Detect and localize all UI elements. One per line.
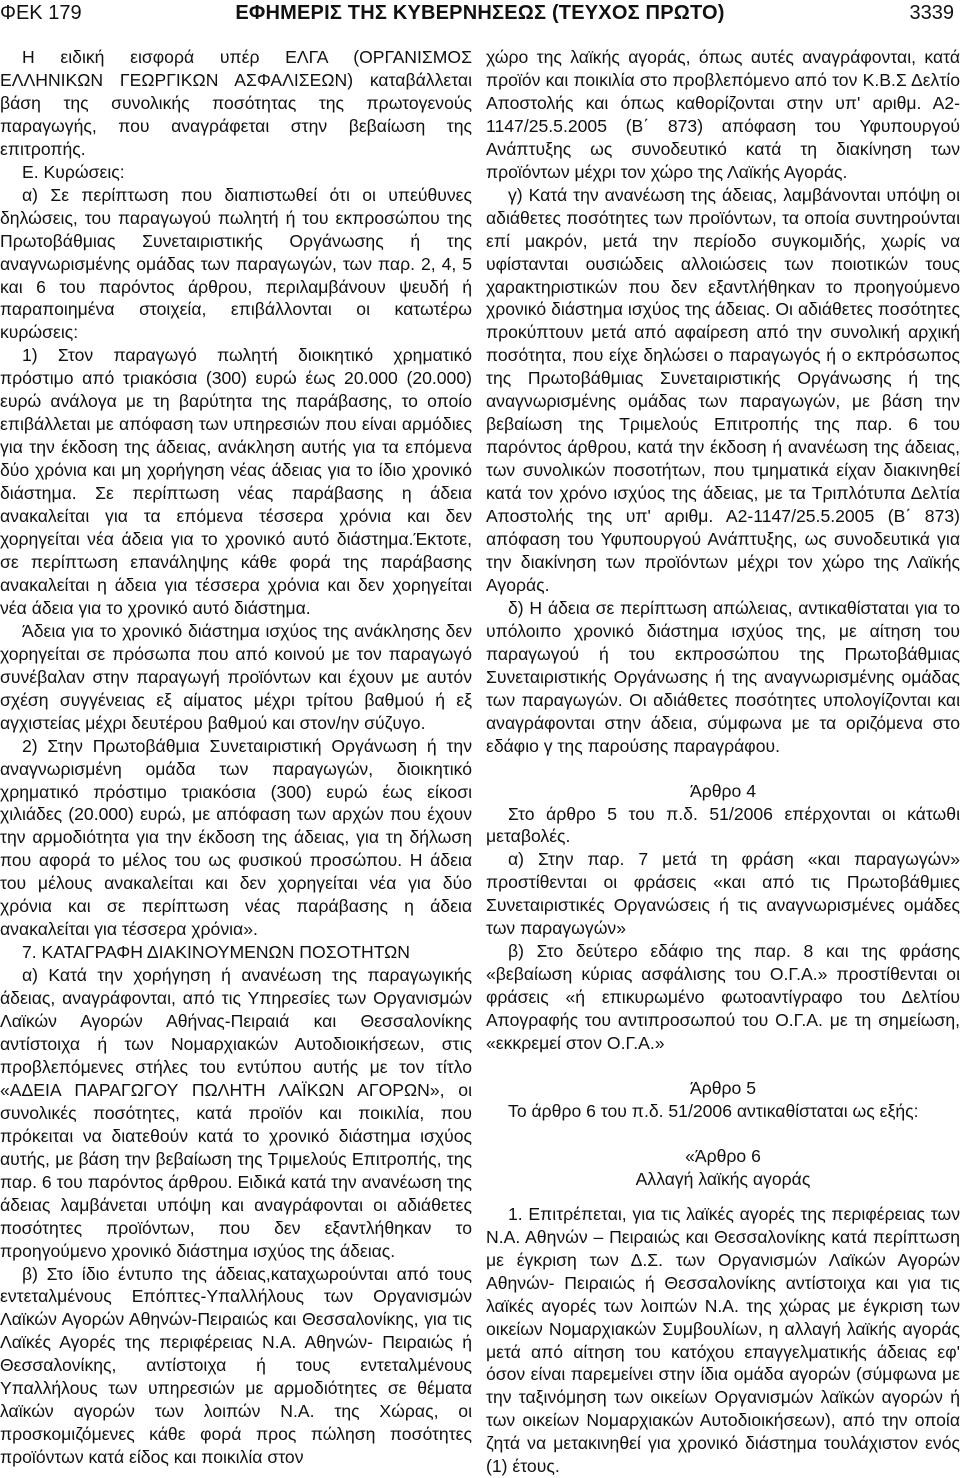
- paragraph: Το άρθρο 6 του π.δ. 51/2006 αντικαθίσταται ως εξής:: [508, 1100, 919, 1121]
- section-heading: Ε. Κυρώσεις:: [22, 161, 125, 182]
- article-title: Άρθρο 5: [689, 1077, 756, 1098]
- paragraph: Στο άρθρο 5 του π.δ. 51/2006 επέρχονται οι κάτωθι μεταβολές.: [486, 803, 960, 847]
- section-heading: 7. ΚΑΤΑΓΡΑΦΗ ΔΙΑΚΙΝΟΥΜΕΝΩΝ ΠΟΣΟΤΗΤΩΝ: [22, 942, 410, 963]
- paragraph: γ) Κατά την ανανέωση της άδειας, λαμβάνονται υπόψη οι αδιάθετες ποσότητες των προϊόντων, τα οποία συντηρούνται επί μακρόν, μετά την περίοδο συγκομιδής, χωρίς να υφίστανται ουσιώδεις αλλοιώσεις των ποιοτικών τους χαρακτηριστικών που δεν εξαντλήθηκαν το προηγούμενο χρονικό διάστημα ισχύος της άδειας. Οι αδιάθετες ποσότητες προκύπτουν μετά από αφαίρεση από την συνολική αρχική ποσότητα, που είχε δηλώσει ο παραγωγός ή ο εκπρόσωπος της Πρωτοβάθμιας Συνεταιριστικής Οργάνωσης ή της αναγνωρισμένης ομάδας των παραγωγών, με βάση την βεβαίωση της Τριμελούς Επιτροπής της παρ. 6 του παρόντος άρθρου, κατά την έκδοση ή ανανέωση της άδειας, των συνολικών ποσοτήτων, που τμηματικά είχαν διακινηθεί κατά τον χρόνο ισχύος της άδειας, με τα Τριπλότυπα Δελτία Αποστολής της υπ' αριθμ. Α2-1147/25.5.2005 (Β΄ 873) απόφαση του Υφυπουργού Ανάπτυξης, ως συνοδευτικά για την διακίνηση των προϊόντων μέχρι τον χώρο της Λαϊκής Αγοράς.: [486, 184, 960, 595]
- paragraph: δ) Η άδεια σε περίπτωση απώλειας, αντικαθίσταται για το υπόλοιπο χρονικό διάστημα ισχύος της, με αίτηση του παραγωγού ή του εκπροσώπου της Πρωτοβάθμιας Συνεταιριστικής Οργάνωσης ή της αναγνωρισμένης ομάδας των παραγωγών. Οι αδιάθετες ποσότητες υπολογίζονται και αναγράφονται στην άδεια, σύμφωνα με τα οριζόμενα στο εδάφιο γ της παρούσης παραγράφου.: [486, 597, 960, 756]
- page-header: [0, 0, 960, 34]
- paragraph: α) Σε περίπτωση που διαπιστωθεί ότι οι υπεύθυνες δηλώσεις, του παραγωγού πωλητή ή του εκπροσώπου της Πρωτοβάθμιας Συνεταιριστικής Οργάνωσης ή της αναγνωρισμένης ομάδας των παραγωγών, των παρ. 2, 4, 5 και 6 του παρόντος άρθρου, περιλαμβάνουν ψευδή ή παραποιημένα στοιχεία, επιβάλλονται οι κατωτέρω κυρώσεις:: [0, 184, 472, 343]
- left-column: [0, 46, 472, 1469]
- issue-number: ΦΕΚ 179: [0, 2, 82, 24]
- page-number: 3339: [909, 2, 954, 24]
- paragraph: Η ειδική εισφορά υπέρ ΕΛΓΑ (ΟΡΓΑΝΙΣΜΟΣ ΕΛΛΗΝΙΚΩΝ ΓΕΩΡΓΙΚΩΝ ΑΣΦΑΛΙΣΕΩΝ) καταβάλλεται βάση της συνολικής ποσότητας της πρωτογενούς παραγωγής, που αναγράφεται στην βεβαίωση της επιτροπής.: [0, 47, 472, 159]
- paragraph: 2) Στην Πρωτοβάθμια Συνεταιριστική Οργάνωση ή την αναγνωρισμένη ομάδα των παραγωγών, διοικητικό χρηματικό πρόστιμο τριακόσια (300) ευρώ έως είκοσι χιλιάδες (20.000) ευρώ, με απόφαση των αρχών που έχουν την αρμοδιότητα για την έκδοση της άδειας, για τη δήλωση που αφορά το μέλος του ως φυσικού προσώπου. Η άδεια του μέλους ανακαλείται και δεν χορηγείται νέα για δύο χρόνια και σε περίπτωση νέας παράβασης η άδεια ανακαλείται για τέσσερα χρόνια».: [0, 735, 472, 940]
- paragraph: Άδεια για το χρονικό διάστημα ισχύος της ανάκλησης δεν χορηγείται σε πρόσωπα που από κοινού με τον παραγωγό συνέβαλαν στην παραγωγή προϊόντων και έχουν με αυτόν σχέση συγγένειας εξ αίματος μέχρι τρίτου βαθμού ή εξ αγχιστείας μέχρι δευτέρου βαθμού και στον/ην σύζυγο.: [0, 620, 472, 733]
- paragraph: 1) Στον παραγωγό πωλητή διοικητικό χρηματικό πρόστιμο από τριακόσια (300) ευρώ έως 20.000 (20.000) ευρώ ανάλογα με τη βαρύτητα της παράβασης, το οποίο επιβάλλεται με απόφαση των υπηρεσιών που είναι αρμόδιες για την έκδοση της άδειας, ανάκληση αυτής για τα επόμενα δύο χρόνια και μη χορήγηση νέας άδειας για το ίδιο χρονικό διάστημα. Σε περίπτωση νέας παράβασης η άδεια ανακαλείται για τα επόμενα τέσσερα χρόνια και δεν χορηγείται νέα άδεια για το χρονικό αυτό διάστημα.Έκτοτε, σε περίπτωση επανάληψης κάθε φορά της παράβασης ανακαλείται η άδεια για τέσσερα χρόνια και δεν χορηγείται νέα άδεια για το χρονικό αυτό διάστημα.: [0, 345, 472, 618]
- paragraph: β) Στο δεύτερο εδάφιο της παρ. 8 και της φράσης «βεβαίωση κύριας ασφάλισης του Ο.Γ.Α.» προστίθενται οι φράσεις «ή επικυρωμένο φωτοαντίγραφο του Δελτίου Απογραφής του αντιπροσωπού του Ο.Γ.Α. με τη σημείωση, «εκκρεμεί στον Ο.Γ.Α.»: [486, 941, 960, 1054]
- right-column: [486, 46, 960, 1478]
- paragraph: α) Στην παρ. 7 μετά τη φράση «και παραγωγών» προστίθενται οι φράσεις «και από τις Πρωτοβάθμιες Συνεταιριστικές Οργανώσεις ή τις αναγνωρισμένες ομάδες των παραγωγών»: [486, 849, 960, 939]
- article-subtitle: Αλλαγή λαϊκής αγοράς: [635, 1168, 811, 1189]
- article-title: Άρθρο 4: [689, 780, 756, 801]
- gazette-title: ΕΦΗΜΕΡΙΣ ΤΗΣ ΚΥΒΕΡΝΗΣΕΩΣ (ΤΕΥΧΟΣ ΠΡΩΤΟ): [235, 2, 725, 24]
- article-title: «Άρθρο 6: [685, 1145, 761, 1166]
- paragraph: α) Κατά την χορήγηση ή ανανέωση της παραγωγικής άδειας, αναγράφονται, από τις Υπηρεσίες των Οργανισμών Λαϊκών Αγορών Αθήνας-Πειραιά και Θεσσαλονίκης αντίστοιχα ή των Νομαρχιακών Αυτοδιοικήσεων, στις προβλεπόμενες στήλες του εντύπου αυτής με τον τίτλο «ΑΔΕΙΑ ΠΑΡΑΓΩΓΟΥ ΠΩΛΗΤΗ ΛΑΪΚΩΝ ΑΓΟΡΩΝ», οι συνολικές ποσότητες, κατά προϊόν και ποικιλία, που πρόκειται να διατεθούν κατά το χρονικό διάστημα ισχύος αυτής, με βάση την βεβαίωση της Τριμελούς Επιτροπής, της παρ. 6 του παρόντος άρθρου. Ειδικά κατά την ανανέωση της άδειας λαμβάνεται υπόψη και αναγράφονται οι αδιάθετες ποσότητες προϊόντων, που δεν εξαντλήθηκαν το προηγούμενο χρονικό διάστημα ισχύος της άδειας.: [0, 965, 472, 1261]
- paragraph: χώρο της λαϊκής αγοράς, όπως αυτές αναγράφονται, κατά προϊόν και ποικιλία στο προβλεπόμενο από τον Κ.Β.Σ Δελτίο Αποστολής και όπως καθορίζονται στην υπ' αριθμ. Α2-1147/25.5.2005 (Β΄ 873) απόφαση του Υφυπουργού Ανάπτυξης ως συνοδευτικό κατά τη διακίνηση των προϊόντων μέχρι τον χώρο της Λαϊκής Αγοράς.: [486, 47, 960, 182]
- paragraph: 1. Επιτρέπεται, για τις λαϊκές αγορές της περιφέρειας των Ν.Α. Αθηνών – Πειραιώς και Θεσσαλονίκης κατά περίπτωση με έγκριση των Δ.Σ. των Οργανισμών Λαϊκών Αγορών Αθηνών- Πειραιώς ή Θεσσαλονίκης αντίστοιχα και για τις λαϊκές αγορές των λοιπών Ν.Α. της χώρας με έγκριση των οικείων Νομαρχιακών Συμβουλίων, η αλλαγή λαϊκής αγοράς μετά από αίτηση του κατόχου επαγγελματικής άδειας εφ' όσον είναι παρεμείνει στην ίδια ομάδα αγορών (σύμφωνα με την ταξινόμηση των οικείων Οργανισμών λαϊκών αγορών ή των οικείων Νομαρχιακών Αυτοδιοικήσεων), από την οποία ζητά να μετακινηθεί για χρονικό διάστημα τουλάχιστον ενός (1) έτους.: [486, 1203, 960, 1477]
- paragraph: β) Στο ίδιο έντυπο της άδειας,καταχωρούνται από τους εντεταλμένους Επόπτες-Υπαλλήλους των Οργανισμών Λαϊκών Αγορών Αθηνών-Πειραιώς και Θεσσαλονίκης, για τις Λαϊκές Αγορές της περιφέρειας Ν.Α. Αθηνών- Πειραιώς ή Θεσσαλονίκης, αντίστοιχα ή τους εντεταλμένους Υπαλλήλους των υπηρεσιών με αρμοδιότητες σε θέματα λαϊκών αγορών των λοιπών Ν.Α. της Χώρας, οι προσκομιζόμενες κάθε φορά προς πώληση ποσότητες προϊόντων κατά είδος και ποικιλία στον: [0, 1263, 472, 1468]
